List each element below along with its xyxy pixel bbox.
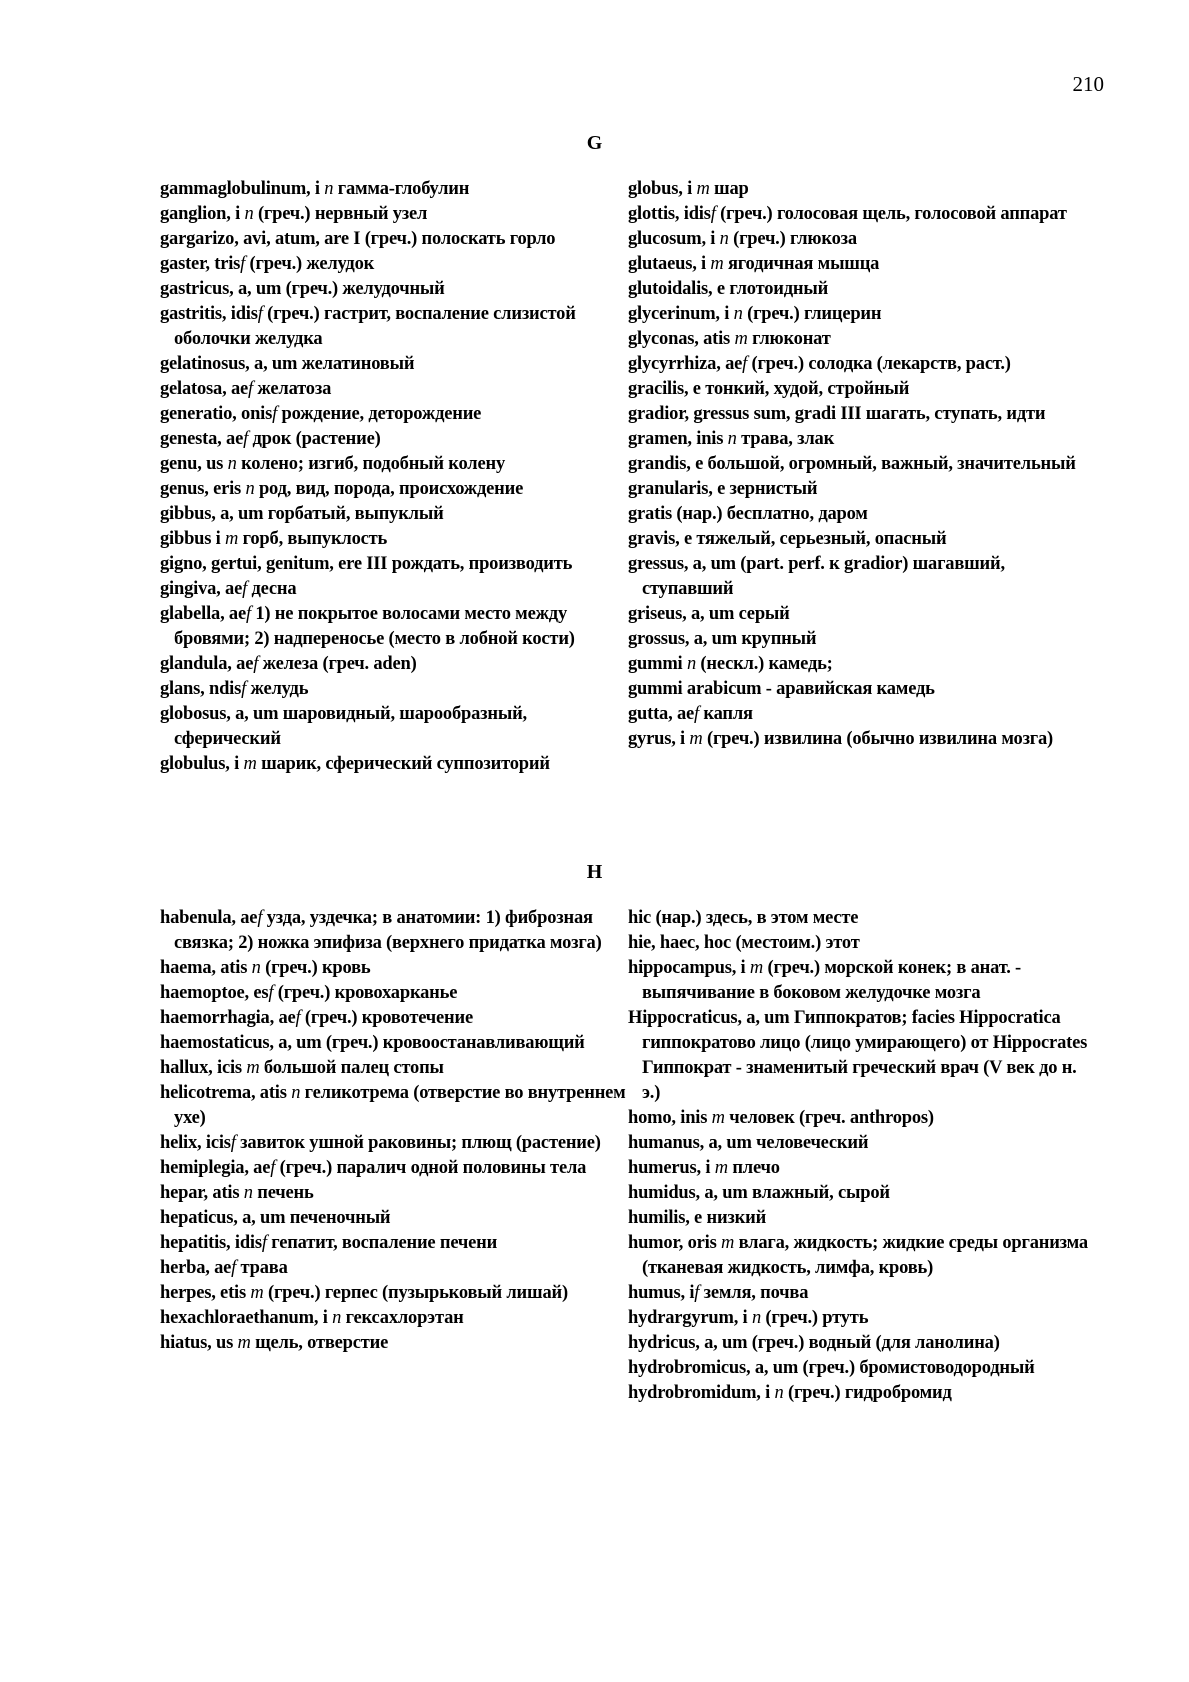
dictionary-entry	[628, 377, 1098, 402]
entry-text: gyrus, i	[628, 729, 690, 749]
entry-text: hie, haec, hoc (местоим.) этот	[628, 933, 860, 953]
entry-text: (греч.) паралич одной половины тела	[275, 1158, 587, 1178]
gender-marker: f	[240, 254, 246, 274]
dictionary-entry	[628, 1006, 1098, 1106]
dictionary-entry	[628, 931, 1098, 956]
entry-text: glottis, idis	[628, 204, 711, 224]
gender-marker: f	[253, 654, 259, 674]
entry-text: homo, inis	[628, 1108, 712, 1128]
gender-marker: f	[257, 908, 263, 928]
entry-text: humerus, i	[628, 1158, 715, 1178]
entry-text: hemiplegia, ae	[160, 1158, 271, 1178]
entry-text: hexachloraethanum, i	[160, 1308, 333, 1328]
dictionary-entry	[628, 352, 1098, 377]
dictionary-entry	[160, 1006, 630, 1031]
dictionary-entry	[160, 477, 630, 502]
entry-text: hydricus, a, um (греч.) водный (для ланолина)	[628, 1333, 1000, 1353]
gender-marker: n	[243, 1183, 253, 1203]
entry-text: hydrobromidum, i	[628, 1383, 775, 1403]
entry-text: ягодичная мышца	[723, 254, 880, 274]
entry-text: влага, жидкость; жидкие среды организма (тканевая жидкость, лимфа, кровь)	[642, 1233, 1088, 1278]
dictionary-entry	[160, 752, 630, 777]
entry-text: globus, i	[628, 179, 697, 199]
gender-marker: n	[291, 1083, 301, 1103]
dictionary-entry	[628, 202, 1098, 227]
dictionary-entry	[160, 1156, 630, 1181]
dictionary-entry	[628, 602, 1098, 627]
entry-text: habenula, ae	[160, 908, 258, 928]
gender-marker: n	[251, 958, 261, 978]
entry-text: (греч.) гастрит, воспаление слизистой оболочки желудка	[174, 304, 576, 349]
entry-text: gargarizo, avi, atum, are I (греч.) полоскать горло	[160, 229, 556, 249]
entry-text: шар	[709, 179, 749, 199]
page-number: 210	[1072, 72, 1104, 96]
entry-text: капля	[698, 704, 753, 724]
gender-marker: f	[248, 379, 253, 399]
dictionary-entry	[628, 677, 1098, 702]
entry-text: hippocampus, i	[628, 958, 750, 978]
entry-text: (греч.) глицерин	[742, 304, 882, 324]
entry-text: hydrobromicus, a, um (греч.) бромистоводородный	[628, 1358, 1035, 1378]
entry-text: (греч.) извилина (обычно извилина мозга)	[702, 729, 1054, 749]
dictionary-entry	[160, 302, 630, 352]
dictionary-entry	[160, 1306, 630, 1331]
dictionary-entry	[628, 402, 1098, 427]
entry-text: gradior, gressus sum, gradi III шагать, ступать, идти	[628, 404, 1046, 424]
dictionary-entry	[160, 527, 630, 552]
dictionary-entry	[160, 1256, 630, 1281]
entry-text: gingiva, ae	[160, 579, 243, 599]
dictionary-entry	[160, 906, 630, 956]
entry-text: genu, us	[160, 454, 228, 474]
entry-text: hepatitis, idis	[160, 1233, 262, 1253]
entry-text: haemostaticus, a, um (греч.) кровоостанавливающий	[160, 1033, 585, 1053]
dictionary-entry	[160, 402, 630, 427]
section-heading-h: H	[586, 861, 603, 883]
entry-text: большой палец стопы	[259, 1058, 444, 1078]
entry-text: gastricus, a, um (греч.) желудочный	[160, 279, 445, 299]
entry-text: gressus, a, um (part. perf. к gradior) шагавший, ступавший	[628, 554, 1005, 599]
dictionary-entry	[160, 227, 630, 252]
entry-text: (греч.) желудок	[245, 254, 375, 274]
dictionary-entry	[160, 981, 630, 1006]
entry-text: трава	[236, 1258, 288, 1278]
gender-marker: f	[694, 704, 699, 724]
entry-text: helicotrema, atis	[160, 1083, 292, 1103]
gender-marker: f	[268, 983, 274, 1003]
gender-marker: m	[711, 1108, 725, 1128]
entry-text: ganglion, i	[160, 204, 245, 224]
column-h-right	[628, 906, 1098, 1406]
dictionary-entry	[160, 1181, 630, 1206]
gender-marker: n	[751, 1308, 761, 1328]
entry-text: humanus, a, um человеческий	[628, 1133, 869, 1153]
gender-marker: m	[689, 729, 703, 749]
entry-text: плечо	[727, 1158, 780, 1178]
entry-text: grandis, e большой, огромный, важный, значительный	[628, 454, 1076, 474]
entry-text: haemorrhagia, ae	[160, 1008, 296, 1028]
entry-text: gibbus, a, um горбатый, выпуклый	[160, 504, 444, 524]
dictionary-entry	[160, 502, 630, 527]
entry-text: (греч.) кровь	[260, 958, 371, 978]
entry-text: gravis, e тяжелый, серьезный, опасный	[628, 529, 947, 549]
entry-text: (греч.) ртуть	[761, 1308, 869, 1328]
entry-text: hepaticus, a, um печеночный	[160, 1208, 391, 1228]
entry-text: herpes, etis	[160, 1283, 251, 1303]
dictionary-entry	[628, 552, 1098, 602]
gender-marker: f	[295, 1008, 301, 1028]
entry-text: genus, eris	[160, 479, 246, 499]
gender-marker: f	[257, 304, 263, 324]
entry-text: glutaeus, i	[628, 254, 711, 274]
entry-text: (нескл.) камедь;	[696, 654, 833, 674]
dictionary-entry	[628, 1231, 1098, 1281]
entry-text: gammaglobulinum, i	[160, 179, 325, 199]
dictionary-entry	[628, 1281, 1098, 1306]
entry-text: humus, i	[628, 1283, 695, 1303]
dictionary-entry	[628, 627, 1098, 652]
dictionary-entry	[628, 502, 1098, 527]
dictionary-entry	[628, 1181, 1098, 1206]
entry-text: gracilis, e тонкий, худой, стройный	[628, 379, 910, 399]
entry-text: hic (нар.) здесь, в этом месте	[628, 908, 859, 928]
entry-text: gratis (нар.) бесплатно, даром	[628, 504, 868, 524]
entry-text: haemoptoe, es	[160, 983, 269, 1003]
entry-text: glans, ndis	[160, 679, 242, 699]
gender-marker: f	[270, 1158, 276, 1178]
dictionary-entry	[160, 452, 630, 477]
entry-text: gelatosa, ae	[160, 379, 249, 399]
dictionary-entry	[160, 1131, 630, 1156]
gender-marker: n	[332, 1308, 342, 1328]
entry-text: (греч.) глюкоза	[728, 229, 857, 249]
entry-text: gummi arabicum - аравийская камедь	[628, 679, 935, 699]
entry-text: herba, ae	[160, 1258, 232, 1278]
entry-text: humor, oris	[628, 1233, 722, 1253]
dictionary-entry	[160, 577, 630, 602]
entry-text: (греч.) нервный узел	[253, 204, 428, 224]
entry-text: granularis, e зернистый	[628, 479, 818, 499]
dictionary-entry	[160, 177, 630, 202]
gender-marker: m	[734, 329, 748, 349]
dictionary-entry	[628, 327, 1098, 352]
entry-text: glandula, ae	[160, 654, 254, 674]
dictionary-entry	[628, 727, 1098, 752]
dictionary-entry	[160, 1281, 630, 1306]
entry-text: hiatus, us	[160, 1333, 238, 1353]
entry-text: (греч.) герпес (пузырьковый лишай)	[263, 1283, 568, 1303]
entry-text: 1) не покрытое волосами место между бровями; 2) надпереносье (место в лобной кости)	[174, 604, 575, 649]
gender-marker: n	[774, 1383, 784, 1403]
gender-marker: n	[324, 179, 334, 199]
entry-text: hepar, atis	[160, 1183, 244, 1203]
entry-text: желудь	[246, 679, 309, 699]
entry-text: humilis, e низкий	[628, 1208, 767, 1228]
entry-text: рождение, деторождение	[277, 404, 482, 424]
entry-text: (греч.) гидробромид	[783, 1383, 952, 1403]
dictionary-entry	[160, 252, 630, 277]
dictionary-entry	[628, 427, 1098, 452]
dictionary-entry	[160, 1231, 630, 1256]
gender-marker: f	[243, 429, 249, 449]
gender-marker: n	[245, 479, 255, 499]
dictionary-entry	[160, 677, 630, 702]
dictionary-entry	[628, 956, 1098, 1006]
gender-marker: m	[237, 1333, 251, 1353]
gender-marker: m	[246, 1058, 260, 1078]
entry-text: gummi	[628, 654, 687, 674]
entry-text: (греч.) кровохарканье	[273, 983, 458, 1003]
gender-marker: n	[244, 204, 254, 224]
entry-text: гамма-глобулин	[333, 179, 470, 199]
entry-text: gelatinosus, a, um желатиновый	[160, 354, 415, 374]
gender-marker: f	[694, 1283, 700, 1303]
gender-marker: f	[242, 579, 248, 599]
dictionary-entry	[160, 652, 630, 677]
entry-text: колено; изгиб, подобный колену	[236, 454, 506, 474]
entry-text: haema, atis	[160, 958, 252, 978]
dictionary-entry	[628, 177, 1098, 202]
entry-text: hallux, icis	[160, 1058, 247, 1078]
entry-text: человек (греч. anthropos)	[724, 1108, 934, 1128]
gender-marker: n	[227, 454, 237, 474]
entry-text: трава, злак	[736, 429, 835, 449]
dictionary-entry	[628, 1356, 1098, 1381]
entry-text: (греч.) солодка (лекарств, раст.)	[747, 354, 1011, 374]
entry-text: Hippocraticus, a, um Гиппократов; facies Hippocratica гиппократово лицо (лицо умирающего) от Hippocrates Гиппократ - знаменитый греческий врач (V век до н. э.)	[628, 1008, 1088, 1103]
dictionary-entry	[160, 427, 630, 452]
entry-text: десна	[247, 579, 297, 599]
dictionary-entry	[160, 1081, 630, 1131]
entry-text: glycerinum, i	[628, 304, 734, 324]
entry-text: геликотрема (отверстие во внутреннем ухе)	[174, 1083, 626, 1128]
column-h-left	[160, 906, 630, 1356]
dictionary-entry	[628, 527, 1098, 552]
gender-marker: m	[225, 529, 239, 549]
gender-marker: n	[727, 429, 737, 449]
dictionary-entry	[160, 702, 630, 752]
entry-text: glycyrrhiza, ae	[628, 354, 743, 374]
dictionary-entry	[628, 302, 1098, 327]
gender-marker: f	[231, 1258, 237, 1278]
dictionary-entry	[628, 1306, 1098, 1331]
entry-text: hydrargyrum, i	[628, 1308, 752, 1328]
gender-marker: m	[243, 754, 257, 774]
dictionary-entry	[628, 277, 1098, 302]
column-g-left	[160, 177, 630, 777]
entry-text: горб, выпуклость	[238, 529, 388, 549]
entry-text: genesta, ae	[160, 429, 244, 449]
dictionary-entry	[160, 1031, 630, 1056]
entry-text: gibbus i	[160, 529, 226, 549]
dictionary-entry	[160, 202, 630, 227]
entry-text: helix, icis	[160, 1133, 231, 1153]
dictionary-entry	[628, 1206, 1098, 1231]
entry-text: земля, почва	[699, 1283, 809, 1303]
gender-marker: f	[742, 354, 748, 374]
entry-text: железа (греч. aden)	[258, 654, 417, 674]
entry-text: (греч.) морской конек; в анат. - выпячивание в боковом желудочке мозга	[642, 958, 1022, 1003]
entry-text: glabella, ae	[160, 604, 246, 624]
entry-text: globosus, a, um шаровидный, шарообразный, сферический	[160, 704, 527, 749]
section-heading-g: G	[586, 132, 603, 154]
entry-text: (греч.) кровотечение	[300, 1008, 473, 1028]
dictionary-entry	[628, 477, 1098, 502]
gender-marker: m	[696, 179, 710, 199]
dictionary-entry	[628, 1156, 1098, 1181]
dictionary-entry	[628, 702, 1098, 727]
dictionary-entry	[628, 1331, 1098, 1356]
column-g-right	[628, 177, 1098, 752]
dictionary-entry	[160, 1056, 630, 1081]
entry-text: glutoidalis, e глотоидный	[628, 279, 829, 299]
entry-text: gramen, inis	[628, 429, 728, 449]
dictionary-entry	[160, 352, 630, 377]
dictionary-entry	[628, 252, 1098, 277]
gender-marker: f	[230, 1133, 236, 1153]
entry-text: гепатит, воспаление печени	[266, 1233, 498, 1253]
gender-marker: n	[686, 654, 696, 674]
gender-marker: f	[261, 1233, 267, 1253]
gender-marker: m	[250, 1283, 264, 1303]
gender-marker: m	[710, 254, 724, 274]
entry-text: griseus, a, um серый	[628, 604, 790, 624]
entry-text: щель, отверстие	[250, 1333, 389, 1353]
entry-text: gastritis, idis	[160, 304, 258, 324]
entry-text: humidus, a, um влажный, сырой	[628, 1183, 890, 1203]
gender-marker: m	[749, 958, 764, 978]
dictionary-entry	[628, 1381, 1098, 1406]
gender-marker: n	[733, 304, 743, 324]
entry-text: glyconas, atis	[628, 329, 735, 349]
dictionary-entry	[628, 1131, 1098, 1156]
entry-text: gigno, gertui, genitum, ere III рождать, производить	[160, 554, 573, 574]
dictionary-entry	[160, 1331, 630, 1356]
entry-text: завиток ушной раковины; плющ (растение)	[235, 1133, 601, 1153]
dictionary-entry	[628, 452, 1098, 477]
gender-marker: f	[241, 679, 247, 699]
gender-marker: m	[721, 1233, 735, 1253]
entry-text: гексахлорэтан	[341, 1308, 464, 1328]
dictionary-entry	[160, 602, 630, 652]
gender-marker: n	[719, 229, 729, 249]
gender-marker: f	[245, 604, 251, 624]
dictionary-entry	[160, 1206, 630, 1231]
entry-text: печень	[252, 1183, 314, 1203]
entry-text: glucosum, i	[628, 229, 720, 249]
entry-text: глюконат	[747, 329, 831, 349]
entry-text: globulus, i	[160, 754, 244, 774]
dictionary-entry	[160, 956, 630, 981]
dictionary-entry	[628, 652, 1098, 677]
dictionary-entry	[160, 552, 630, 577]
gender-marker: f	[272, 404, 278, 424]
entry-text: узда, уздечка; в анатомии: 1) фиброзная связка; 2) ножка эпифиза (верхнего придатка мозга)	[174, 908, 602, 953]
dictionary-entry	[628, 227, 1098, 252]
entry-text: gaster, tris	[160, 254, 241, 274]
dictionary-entry	[628, 906, 1098, 931]
gender-marker: m	[714, 1158, 728, 1178]
entry-text: generatio, onis	[160, 404, 273, 424]
entry-text: (греч.) голосовая щель, голосовой аппарат	[715, 204, 1067, 224]
entry-text: род, вид, порода, происхождение	[254, 479, 524, 499]
entry-text: grossus, a, um крупный	[628, 629, 817, 649]
entry-text: желатоза	[252, 379, 332, 399]
entry-text: gutta, ae	[628, 704, 695, 724]
entry-text: шарик, сферический суппозиторий	[256, 754, 550, 774]
dictionary-entry	[160, 377, 630, 402]
gender-marker: f	[710, 204, 716, 224]
dictionary-entry	[628, 1106, 1098, 1131]
dictionary-entry	[160, 277, 630, 302]
entry-text: дрок (растение)	[248, 429, 381, 449]
